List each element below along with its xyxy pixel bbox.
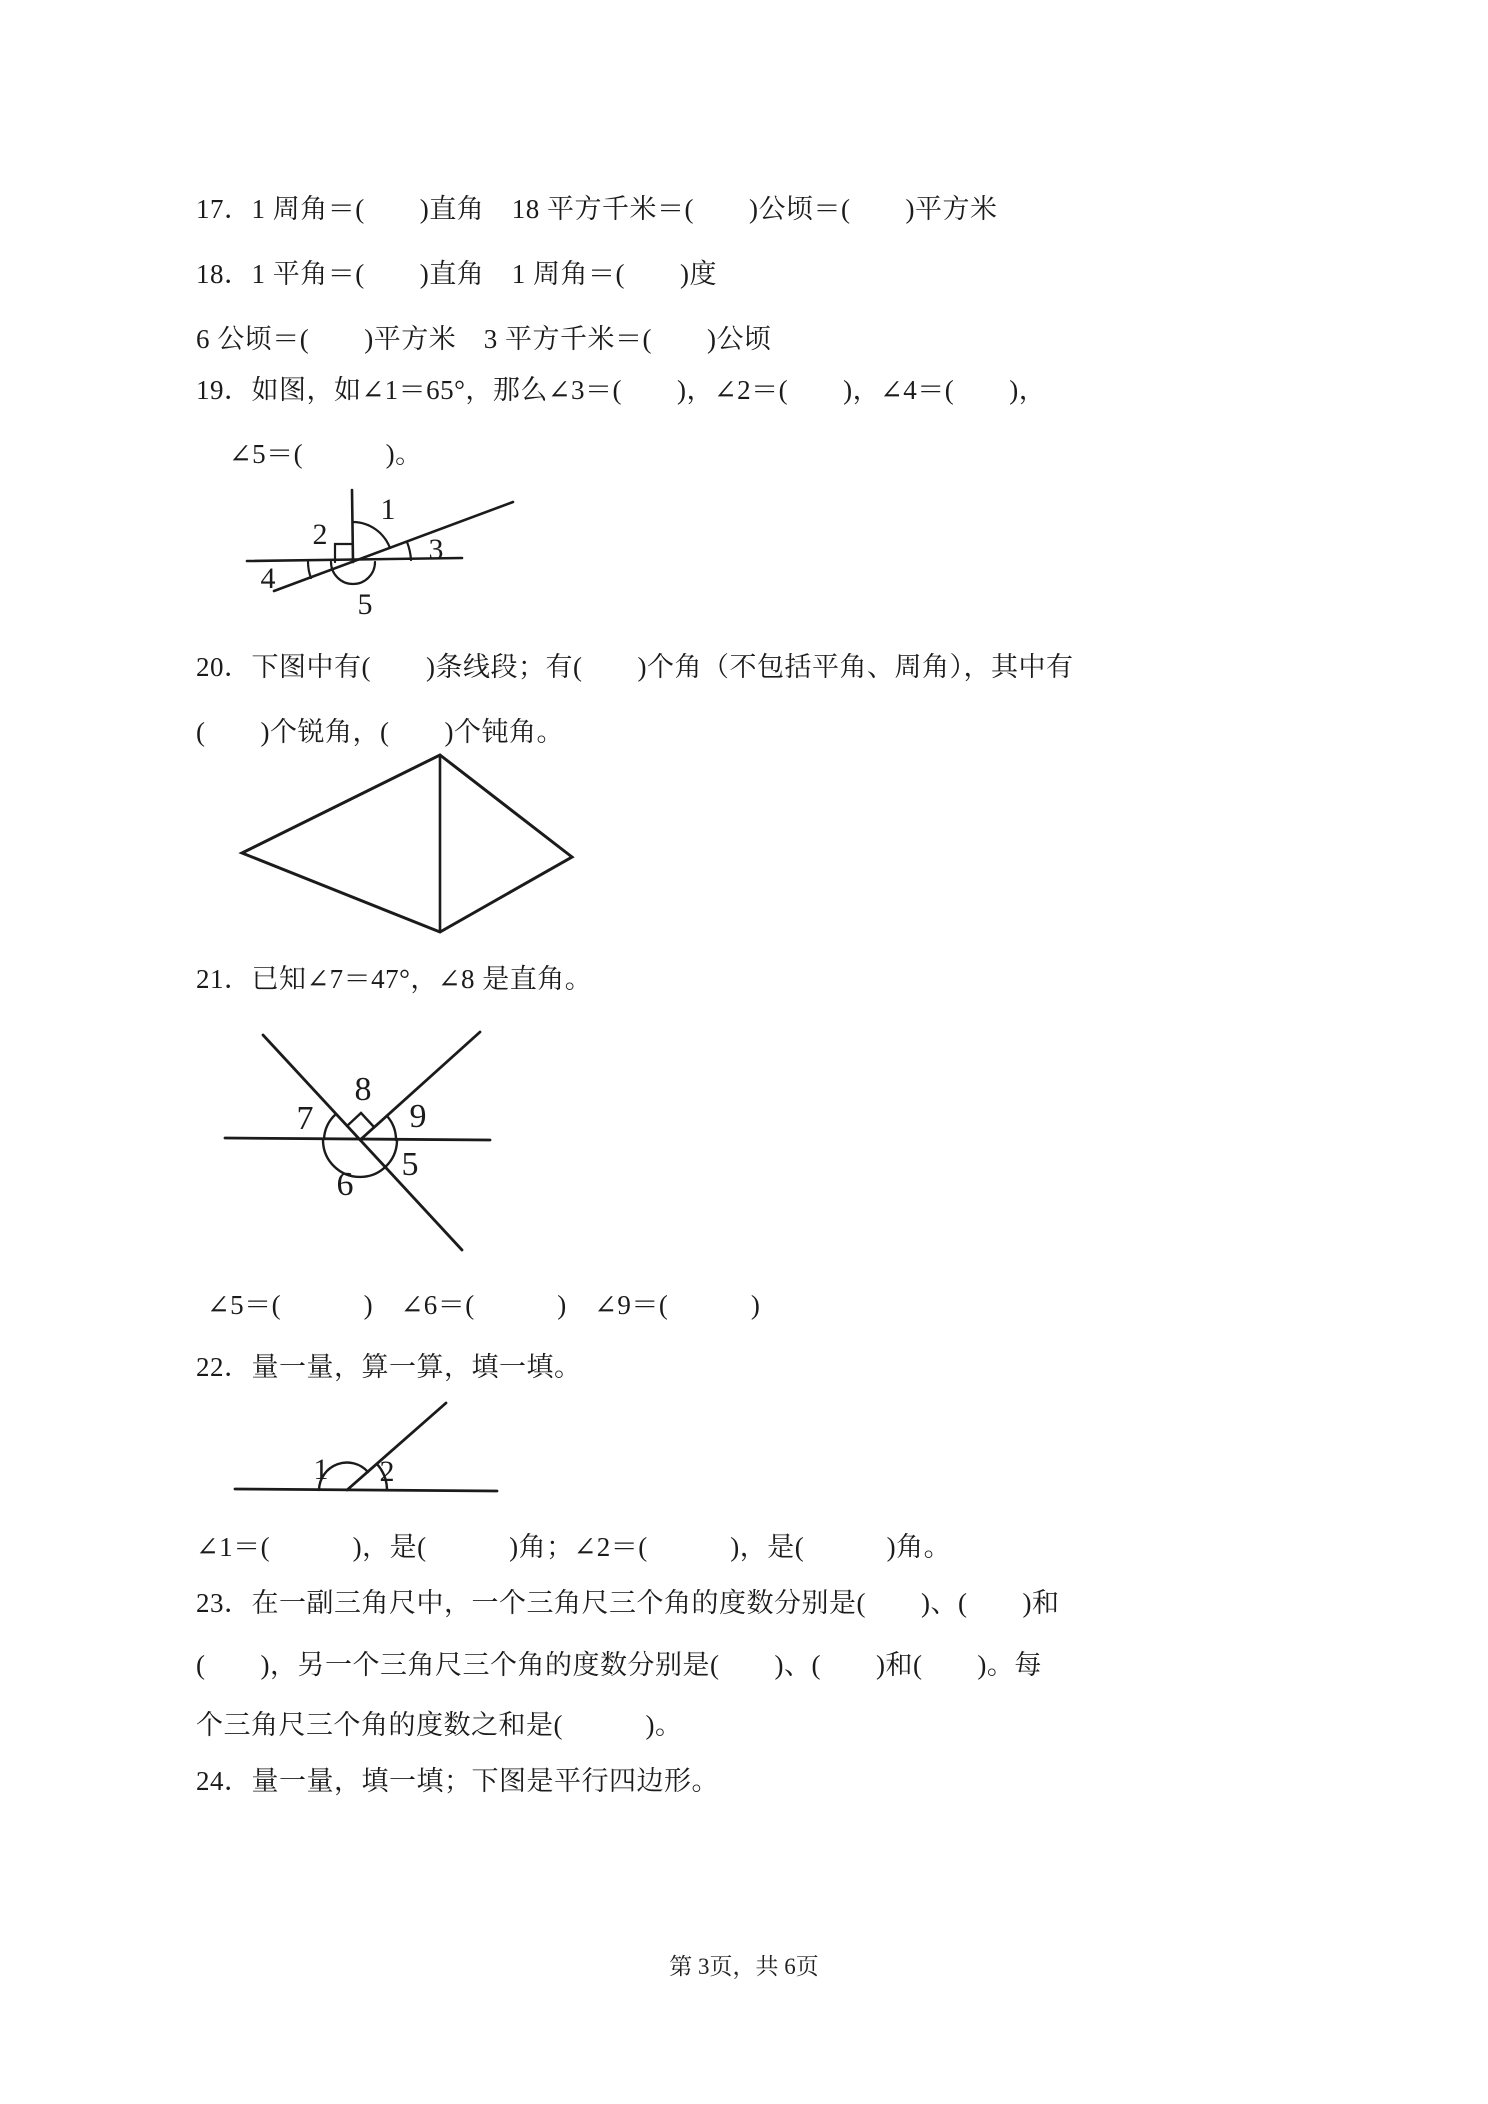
question-21: 21．已知∠7＝47°，∠8 是直角。 [196,964,593,994]
angle-label-4: 4 [260,562,276,595]
angle-label-5: 5 [357,588,373,621]
angle-7-arc [324,1114,336,1139]
kite-diagram-q20 [228,745,588,945]
angle-label-9: 9 [409,1098,427,1135]
question-17: 17．1 周角＝( )直角 18 平方千米＝( )公顷＝( )平方米 [196,194,998,224]
diagonal-line [263,1035,462,1250]
angle-label-6: 6 [336,1166,354,1203]
question-20: 20．下图中有( )条线段；有( )个角（不包括平角、周角），其中有 [196,652,1074,682]
horizontal-line [235,1489,497,1491]
question-23: 23．在一副三角尺中，一个三角尺三个角的度数分别是( )、( )和 [196,1588,1060,1618]
question-19-cont: ∠5＝( )。 [229,439,423,469]
angle-4-arc [308,562,311,578]
angle-label-7: 7 [296,1100,314,1137]
angle-label-5: 5 [401,1146,419,1183]
question-18: 18．1 平角＝( )直角 1 周角＝( )度 [196,259,717,289]
angle-label-1: 1 [313,1453,329,1486]
question-23-cont-1: ( )，另一个三角尺三个角的度数分别是( )、( )和( )。每 [196,1650,1042,1680]
question-21-blanks: ∠5＝( ) ∠6＝( ) ∠9＝( ) [207,1290,761,1320]
angle-5-arc [331,562,375,584]
question-20-cont: ( )个锐角，( )个钝角。 [196,717,564,747]
angle-diagram-q22 [223,1393,513,1503]
angle-5-6-arc [323,1140,397,1177]
angle-label-1: 1 [380,493,396,526]
angle-label-2: 2 [312,518,328,551]
right-angle-mark [347,1113,374,1127]
angle-3-arc [407,542,411,560]
angle-label-8: 8 [354,1071,372,1108]
page-number: 第 3页，共 6页 [669,1954,819,1979]
question-19: 19．如图，如∠1＝65°，那么∠3＝( )，∠2＝( )，∠4＝( )， [196,375,1047,405]
ray [347,1403,446,1490]
question-18-cont: 6 公顷＝( )平方米 3 平方千米＝( )公顷 [196,324,772,354]
angle-label-2: 2 [379,1455,395,1488]
question-22: 22．量一量，算一算，填一填。 [196,1352,582,1382]
question-22-blanks: ∠1＝( )，是( )角；∠2＝( )，是( )角。 [196,1532,952,1562]
kite-outline [242,755,572,932]
angle-label-3: 3 [428,533,444,566]
angle-diagram-q21 [213,1023,508,1263]
angle-diagram-q19 [240,483,525,648]
question-24: 24．量一量，填一填；下图是平行四边形。 [196,1766,719,1796]
question-23-cont-2: 个三角尺三个角的度数之和是( )。 [196,1710,683,1740]
vertical-ray [352,490,353,562]
angle-9-arc [387,1116,396,1140]
